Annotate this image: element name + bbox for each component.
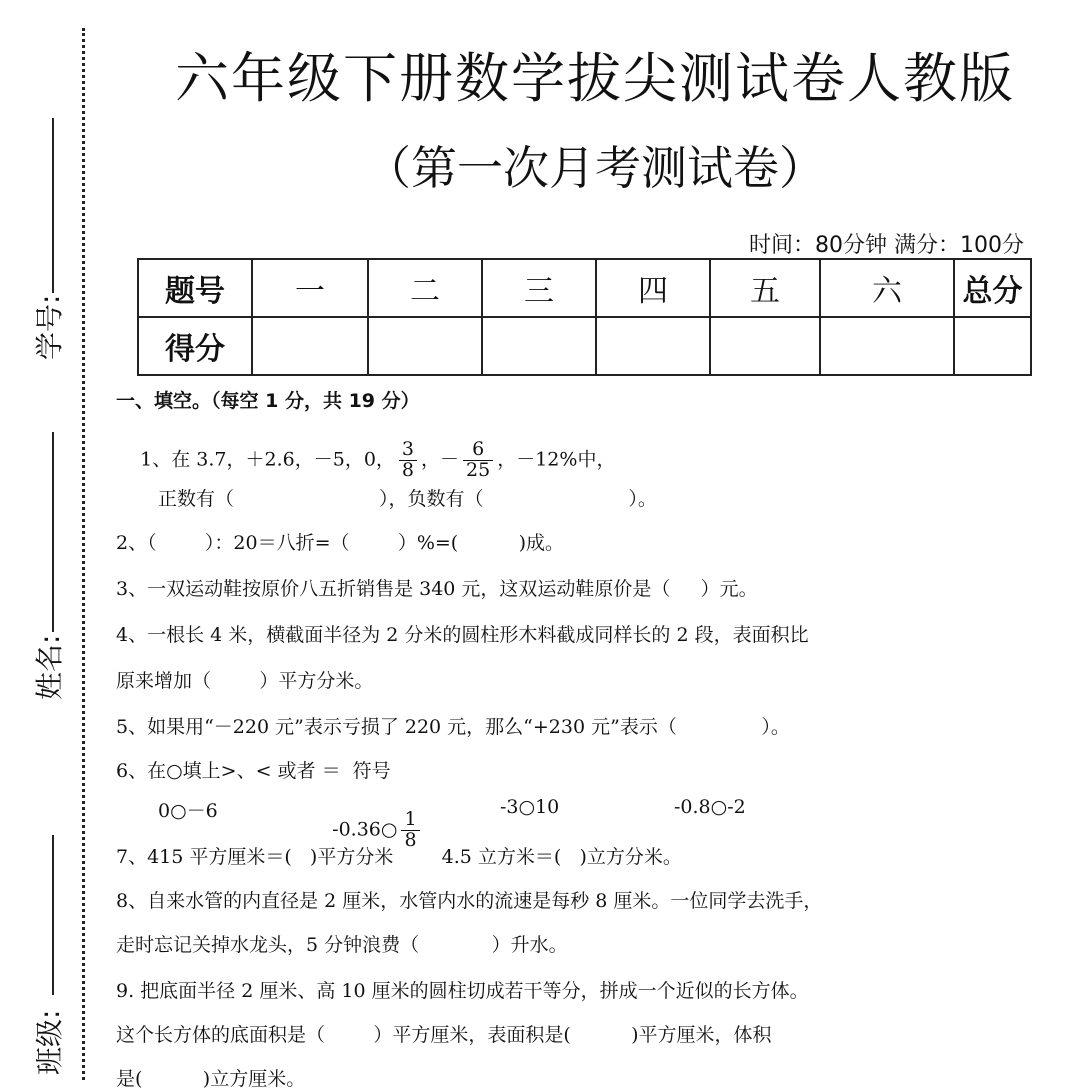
q1-prefix: 1、在 3.7，＋2.6，－5，0， <box>140 448 395 471</box>
question-6: 6、在○填上>、< 或者 ＝ 符号 <box>116 760 391 782</box>
score-table-header-row <box>138 259 1031 317</box>
score-blank <box>710 317 820 375</box>
frac-num: 6 <box>463 440 493 461</box>
score-cell-total: 总分 <box>954 259 1031 317</box>
name-label: 姓名: <box>33 634 66 700</box>
student-no-line <box>52 118 54 293</box>
score-row-label: 得分 <box>138 317 252 375</box>
score-cell-label: 题号 <box>138 259 252 317</box>
question-9-line-2: 这个长方体的底面积是（ ）平方厘米，表面积是( )平方厘米，体积 <box>116 1024 772 1046</box>
frac-den: 8 <box>401 458 415 481</box>
page-title: 六年级下册数学拔尖测试卷人教版 <box>175 47 1015 110</box>
question-4-line-2: 原来增加（ ）平方分米。 <box>116 670 374 692</box>
name-line <box>52 432 54 632</box>
section-heading: 一、填空。（每空 1 分，共 19 分） <box>116 390 420 412</box>
frac-den: 25 <box>466 458 491 481</box>
class-line <box>52 835 54 995</box>
score-blank <box>482 317 596 375</box>
question-8-line-1: 8、自来水管的内直径是 2 厘米，水管内水的流速是每秒 8 厘米。一位同学去洗手， <box>116 890 823 912</box>
question-3: 3、一双运动鞋按原价八五折销售是 340 元，这双运动鞋原价是（ ）元。 <box>116 578 758 600</box>
q6b-prefix: -0.36○ <box>332 818 398 841</box>
score-table-score-row <box>138 317 1031 375</box>
score-cell-1: 一 <box>252 259 368 317</box>
class-label: 班级: <box>33 1009 66 1075</box>
question-4-line-1: 4、一根长 4 米，横截面半径为 2 分米的圆柱形木料截成同样长的 2 段，表面积比 <box>116 624 809 646</box>
frac-num: 1 <box>401 810 419 831</box>
question-9-line-3: 是( )立方厘米。 <box>116 1068 306 1090</box>
frac-num: 3 <box>399 440 417 461</box>
question-5: 5、如果用“－220 元”表示亏损了 220 元，那么“+230 元”表示（ ）。 <box>116 716 790 738</box>
fraction-6-25 <box>463 440 493 481</box>
score-cell-6: 六 <box>820 259 954 317</box>
student-no-label: 学号: <box>33 294 66 360</box>
question-8-line-2: 走时忘记关掉水龙头，5 分钟浪费（ ）升水。 <box>116 934 568 956</box>
q1-suffix: ，－12%中， <box>497 448 616 471</box>
score-cell-4: 四 <box>596 259 710 317</box>
score-cell-3: 三 <box>482 259 596 317</box>
score-blank <box>252 317 368 375</box>
question-7: 7、415 平方厘米＝( )平方分米 4.5 立方米＝( )立方分米。 <box>116 846 682 868</box>
score-cell-5: 五 <box>710 259 820 317</box>
q1-mid: ，－ <box>421 448 460 471</box>
fraction-3-8 <box>399 440 417 481</box>
question-2: 2、（ ）：20＝八折=（ ）%=( )成。 <box>116 532 565 554</box>
score-cell-2: 二 <box>368 259 482 317</box>
question-1-line-2: 正数有（ ），负数有（ ）。 <box>158 488 657 510</box>
score-blank <box>596 317 710 375</box>
frac-den: 8 <box>404 828 417 851</box>
score-blank <box>954 317 1031 375</box>
score-blank <box>820 317 954 375</box>
score-blank <box>368 317 482 375</box>
binding-margin <box>0 0 100 1080</box>
score-table <box>137 258 1032 376</box>
cut-line <box>82 28 85 1080</box>
page-subtitle: （第一次月考测试卷） <box>365 141 825 195</box>
question-6-d: -0.8○-2 <box>674 796 746 818</box>
time-info: 时间：80分钟 满分：100分 <box>749 233 1024 258</box>
question-9-line-1: 9. 把底面半径 2 厘米、高 10 厘米的圆柱切成若干等分，拼成一个近似的长方体。 <box>116 980 809 1002</box>
question-6-c: -3○10 <box>500 796 560 818</box>
question-6-a: 0○－6 <box>158 800 218 822</box>
